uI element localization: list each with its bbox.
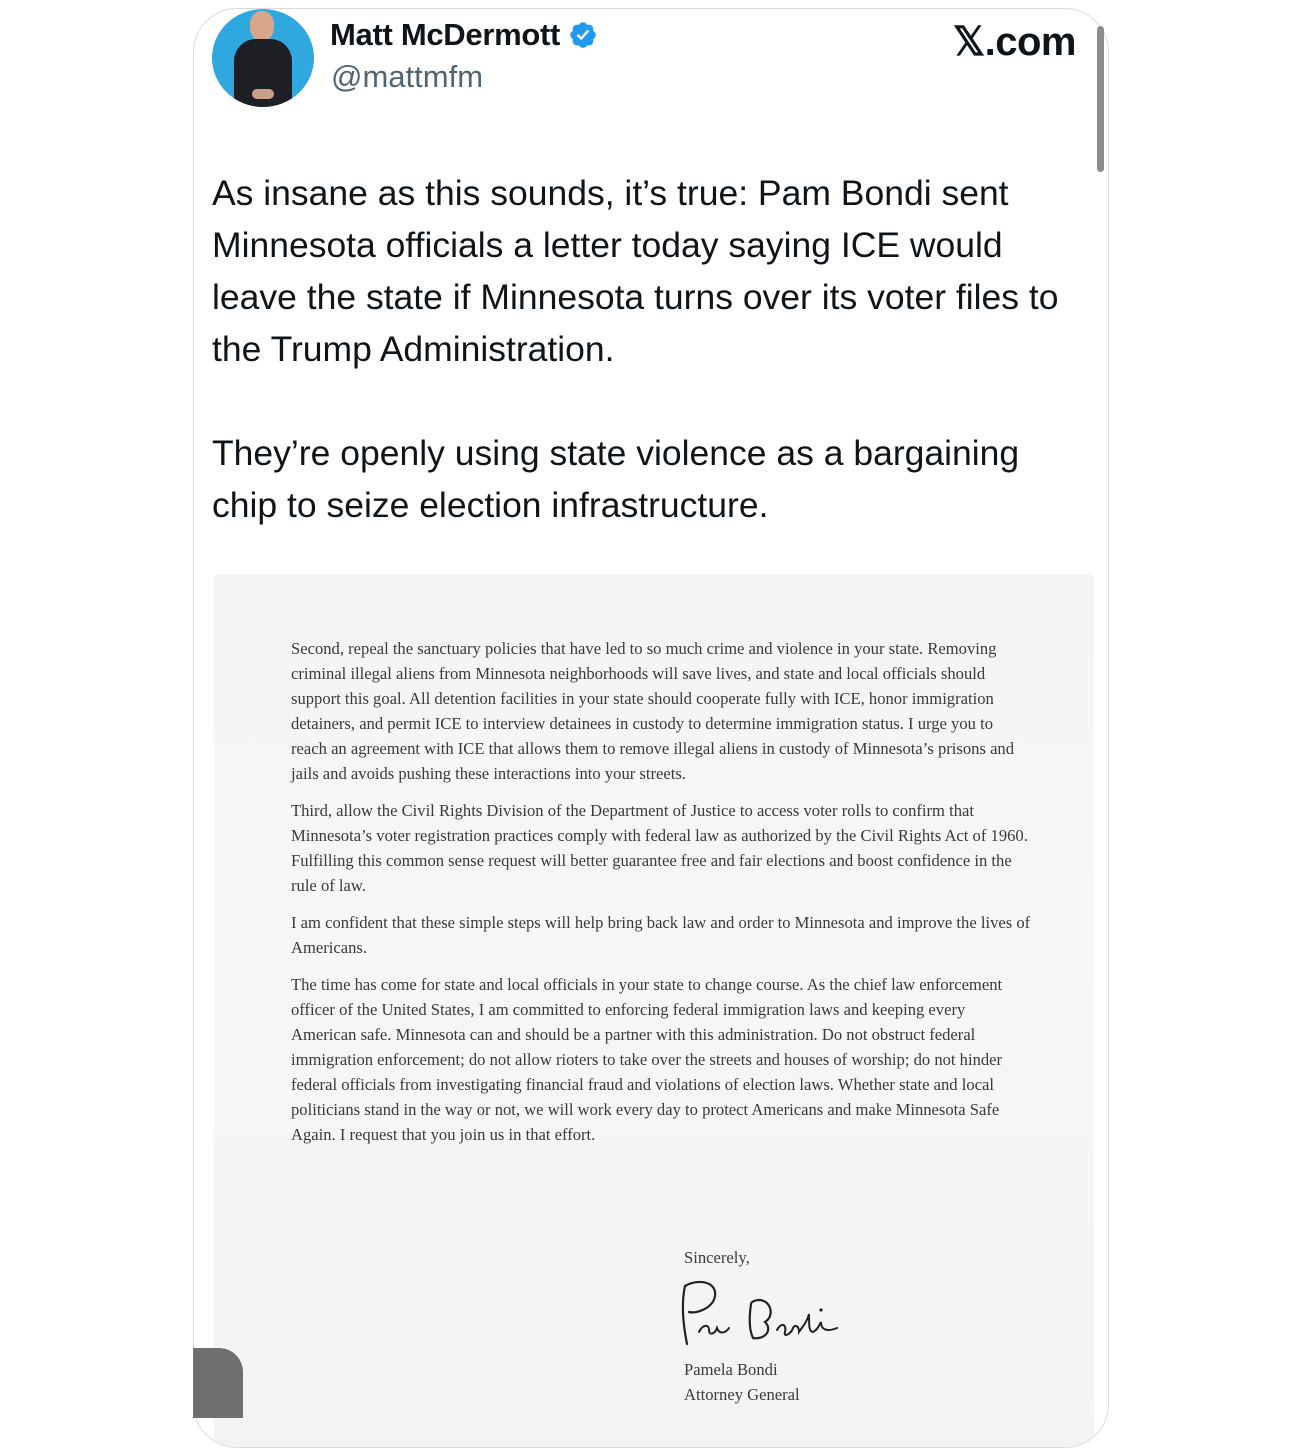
scrollbar-thumb[interactable]: [1097, 26, 1104, 172]
letter-paragraph: The time has come for state and local officials in your state to change course. As the chief law enforcement officer of the United States, I am committed to enforcing federal immigration laws and keeping every American safe. Minnesota can and should be a partner with this administration. Do not obstruct federal immigration enforcement; do not allow rioters to take over the streets and houses of worship; do not hinder federal officials from investigating financial fraud and violations of election laws. Whether state and local politicians stand in the way or not, we will work every day to protect Americans and make Minnesota Safe Again. I request that you join us in that effort.: [291, 975, 1003, 1144]
author-handle[interactable]: @mattmfm: [331, 59, 484, 94]
post-paragraph: They’re openly using state violence as a bargaining chip to seize election infrastructure.: [212, 433, 1020, 525]
author-display-name[interactable]: Matt McDermott: [330, 17, 561, 52]
signer-title: Attorney General: [684, 1385, 800, 1404]
post-card: [193, 8, 1109, 1448]
avatar-head: [250, 11, 274, 41]
avatar[interactable]: [212, 9, 314, 107]
letter-paragraph: Second, repeal the sanctuary policies that have led to so much crime and violence in your state. Removing criminal illegal aliens from Minnesota neighborhoods will save lives, and state and local officials should support this goal. All detention facilities in your state should cooperate fully with ICE, honor immigration detainers, and permit ICE to interview detainees in custody to determine immigration status. I urge you to reach an agreement with ICE that allows them to remove illegal aliens in custody of Minnesota’s prisons and jails and avoids pushing these interactions into your streets.: [291, 639, 1015, 783]
letter-paragraph: Third, allow the Civil Rights Division of the Department of Justice to access voter rolls to confirm that Minnesota’s voter registration practices comply with federal law as authorized by the Civil Rights Act of 1960. Fulfilling this common sense request will better guarantee free and fair elections and boost confidence in the rule of law.: [291, 801, 1028, 895]
attached-letter-image[interactable]: [214, 574, 1094, 1448]
post-paragraph: As insane as this sounds, it’s true: Pam Bondi sent Minnesota officials a letter today saying ICE would leave the state if Minnesota turns over its voter files to the Trump Administration.: [212, 173, 1059, 369]
letter-body: [291, 636, 1031, 1159]
author-name-row: [330, 17, 598, 53]
verified-badge-icon: [568, 20, 598, 50]
letter-closing: Sincerely,: [684, 1248, 750, 1267]
handwritten-signature: [669, 1274, 849, 1354]
x-logo: 𝕏.com: [952, 20, 1076, 64]
post-text: [212, 167, 1092, 583]
letter-paragraph: I am confident that these simple steps will help bring back law and order to Minnesota and improve the lives of Americans.: [291, 913, 1031, 957]
avatar-hands: [252, 89, 274, 99]
signer-name: Pamela Bondi: [684, 1360, 778, 1379]
